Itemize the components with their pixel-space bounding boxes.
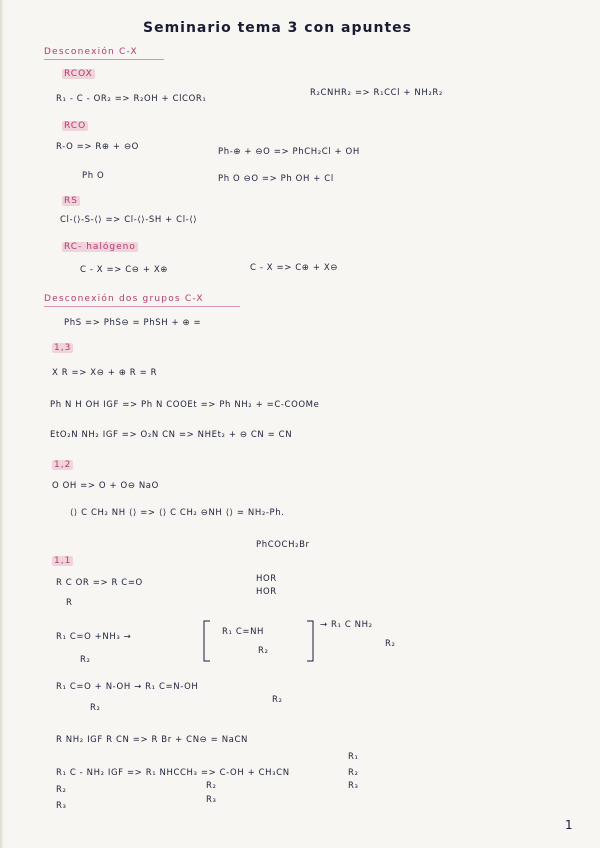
reaction-line-16: PhCOCH₂Br xyxy=(256,540,310,550)
subheading-rs: RS xyxy=(64,196,78,206)
reaction-line-33: R₃ xyxy=(56,801,67,811)
reaction-line-14: O OH => O + O⊖ NaO xyxy=(52,481,159,491)
subheading-rc-halogeno: RC- halógeno xyxy=(64,242,136,252)
reaction-line-2: R₂CNHR₂ => R₁CCl + NH₂R₂ xyxy=(310,88,443,98)
open-bracket-icon xyxy=(203,620,211,662)
section-heading-cx: Desconexión C-X xyxy=(44,47,138,57)
reaction-line-5: Ph O xyxy=(82,171,105,181)
reaction-line-4: Ph-⊕ + ⊖O => PhCH₂Cl + OH xyxy=(218,147,360,157)
reaction-line-28: R₂ xyxy=(90,703,101,713)
reaction-line-6: Ph O ⊖O => Ph OH + Cl xyxy=(218,174,334,184)
reaction-line-15: ⟨⟩ C CH₂ NH ⟨⟩ => ⟨⟩ C CH₂ ⊖NH ⟨⟩ = NH₂-Ph. xyxy=(70,508,285,518)
page-title: Seminario tema 3 con apuntes xyxy=(143,20,412,36)
section-underline xyxy=(44,59,164,60)
reaction-line-7: Cl-⟨⟩-S-⟨⟩ => Cl-⟨⟩-SH + Cl-⟨⟩ xyxy=(60,215,198,225)
reaction-line-30: R NH₂ IGF R CN => R Br + CN⊖ = NaCN xyxy=(56,735,248,745)
subheading-rco: RCO xyxy=(64,121,87,131)
section-underline xyxy=(44,306,240,307)
reaction-line-12: Ph N H OH IGF => Ph N COOEt => Ph NH₂ + =C-COOMe xyxy=(50,400,320,410)
subheading-1-3: 1,3 xyxy=(54,343,72,353)
reaction-line-3: R-O => R⊕ + ⊖O xyxy=(56,142,139,152)
subheading-1-2: 1,2 xyxy=(54,460,72,470)
reaction-line-29: R₂ xyxy=(272,695,283,705)
reaction-line-18: R xyxy=(66,598,73,608)
reaction-line-11: X R => X⊖ + ⊕ R = R xyxy=(52,368,158,378)
reaction-line-35: R₃ xyxy=(206,795,217,805)
reaction-line-34: R₂ xyxy=(206,781,217,791)
subheading-rcox: RCOX xyxy=(64,69,93,79)
reaction-line-32: R₂ xyxy=(56,785,67,795)
reaction-line-38: R₁ xyxy=(348,752,359,762)
reaction-line-31: R₁ C - NH₂ IGF => R₁ NHCCH₃ => C-OH + CH₃CN xyxy=(56,768,290,778)
page-number: 1 xyxy=(565,818,574,832)
reaction-line-19: HOR xyxy=(256,574,277,584)
reaction-line-27: R₁ C=O + N-OH → R₁ C=N-OH xyxy=(56,682,199,692)
subheading-1-1: 1,1 xyxy=(54,556,72,566)
reaction-line-8: C - X => C⊖ + X⊕ xyxy=(80,265,169,275)
close-bracket-icon xyxy=(306,620,314,662)
reaction-line-26: R₂ xyxy=(385,639,396,649)
reaction-line-17: R C OR => R C=O xyxy=(56,578,143,588)
reaction-line-10: PhS => PhS⊖ = PhSH + ⊕ = xyxy=(64,318,202,328)
reaction-line-25: → R₁ C NH₂ xyxy=(320,620,373,630)
reaction-line-23: R₁ C=NH xyxy=(222,627,265,637)
reaction-line-21: R₁ C=O +NH₃ → xyxy=(56,632,132,642)
reaction-line-9: C - X => C⊕ + X⊖ xyxy=(250,263,339,273)
reaction-line-20: HOR xyxy=(256,587,277,597)
reaction-line-1: R₁ - C - OR₂ => R₂OH + ClCOR₁ xyxy=(56,94,207,104)
reaction-line-37: R₃ xyxy=(348,781,359,791)
reaction-line-24: R₂ xyxy=(258,646,269,656)
section-heading-two-groups: Desconexión dos grupos C-X xyxy=(44,294,204,304)
reaction-line-22: R₂ xyxy=(80,655,91,665)
reaction-line-13: EtO₂N NH₂ IGF => O₂N CN => NHEt₂ + ⊖ CN = CN xyxy=(50,430,293,440)
reaction-line-36: R₂ xyxy=(348,768,359,778)
